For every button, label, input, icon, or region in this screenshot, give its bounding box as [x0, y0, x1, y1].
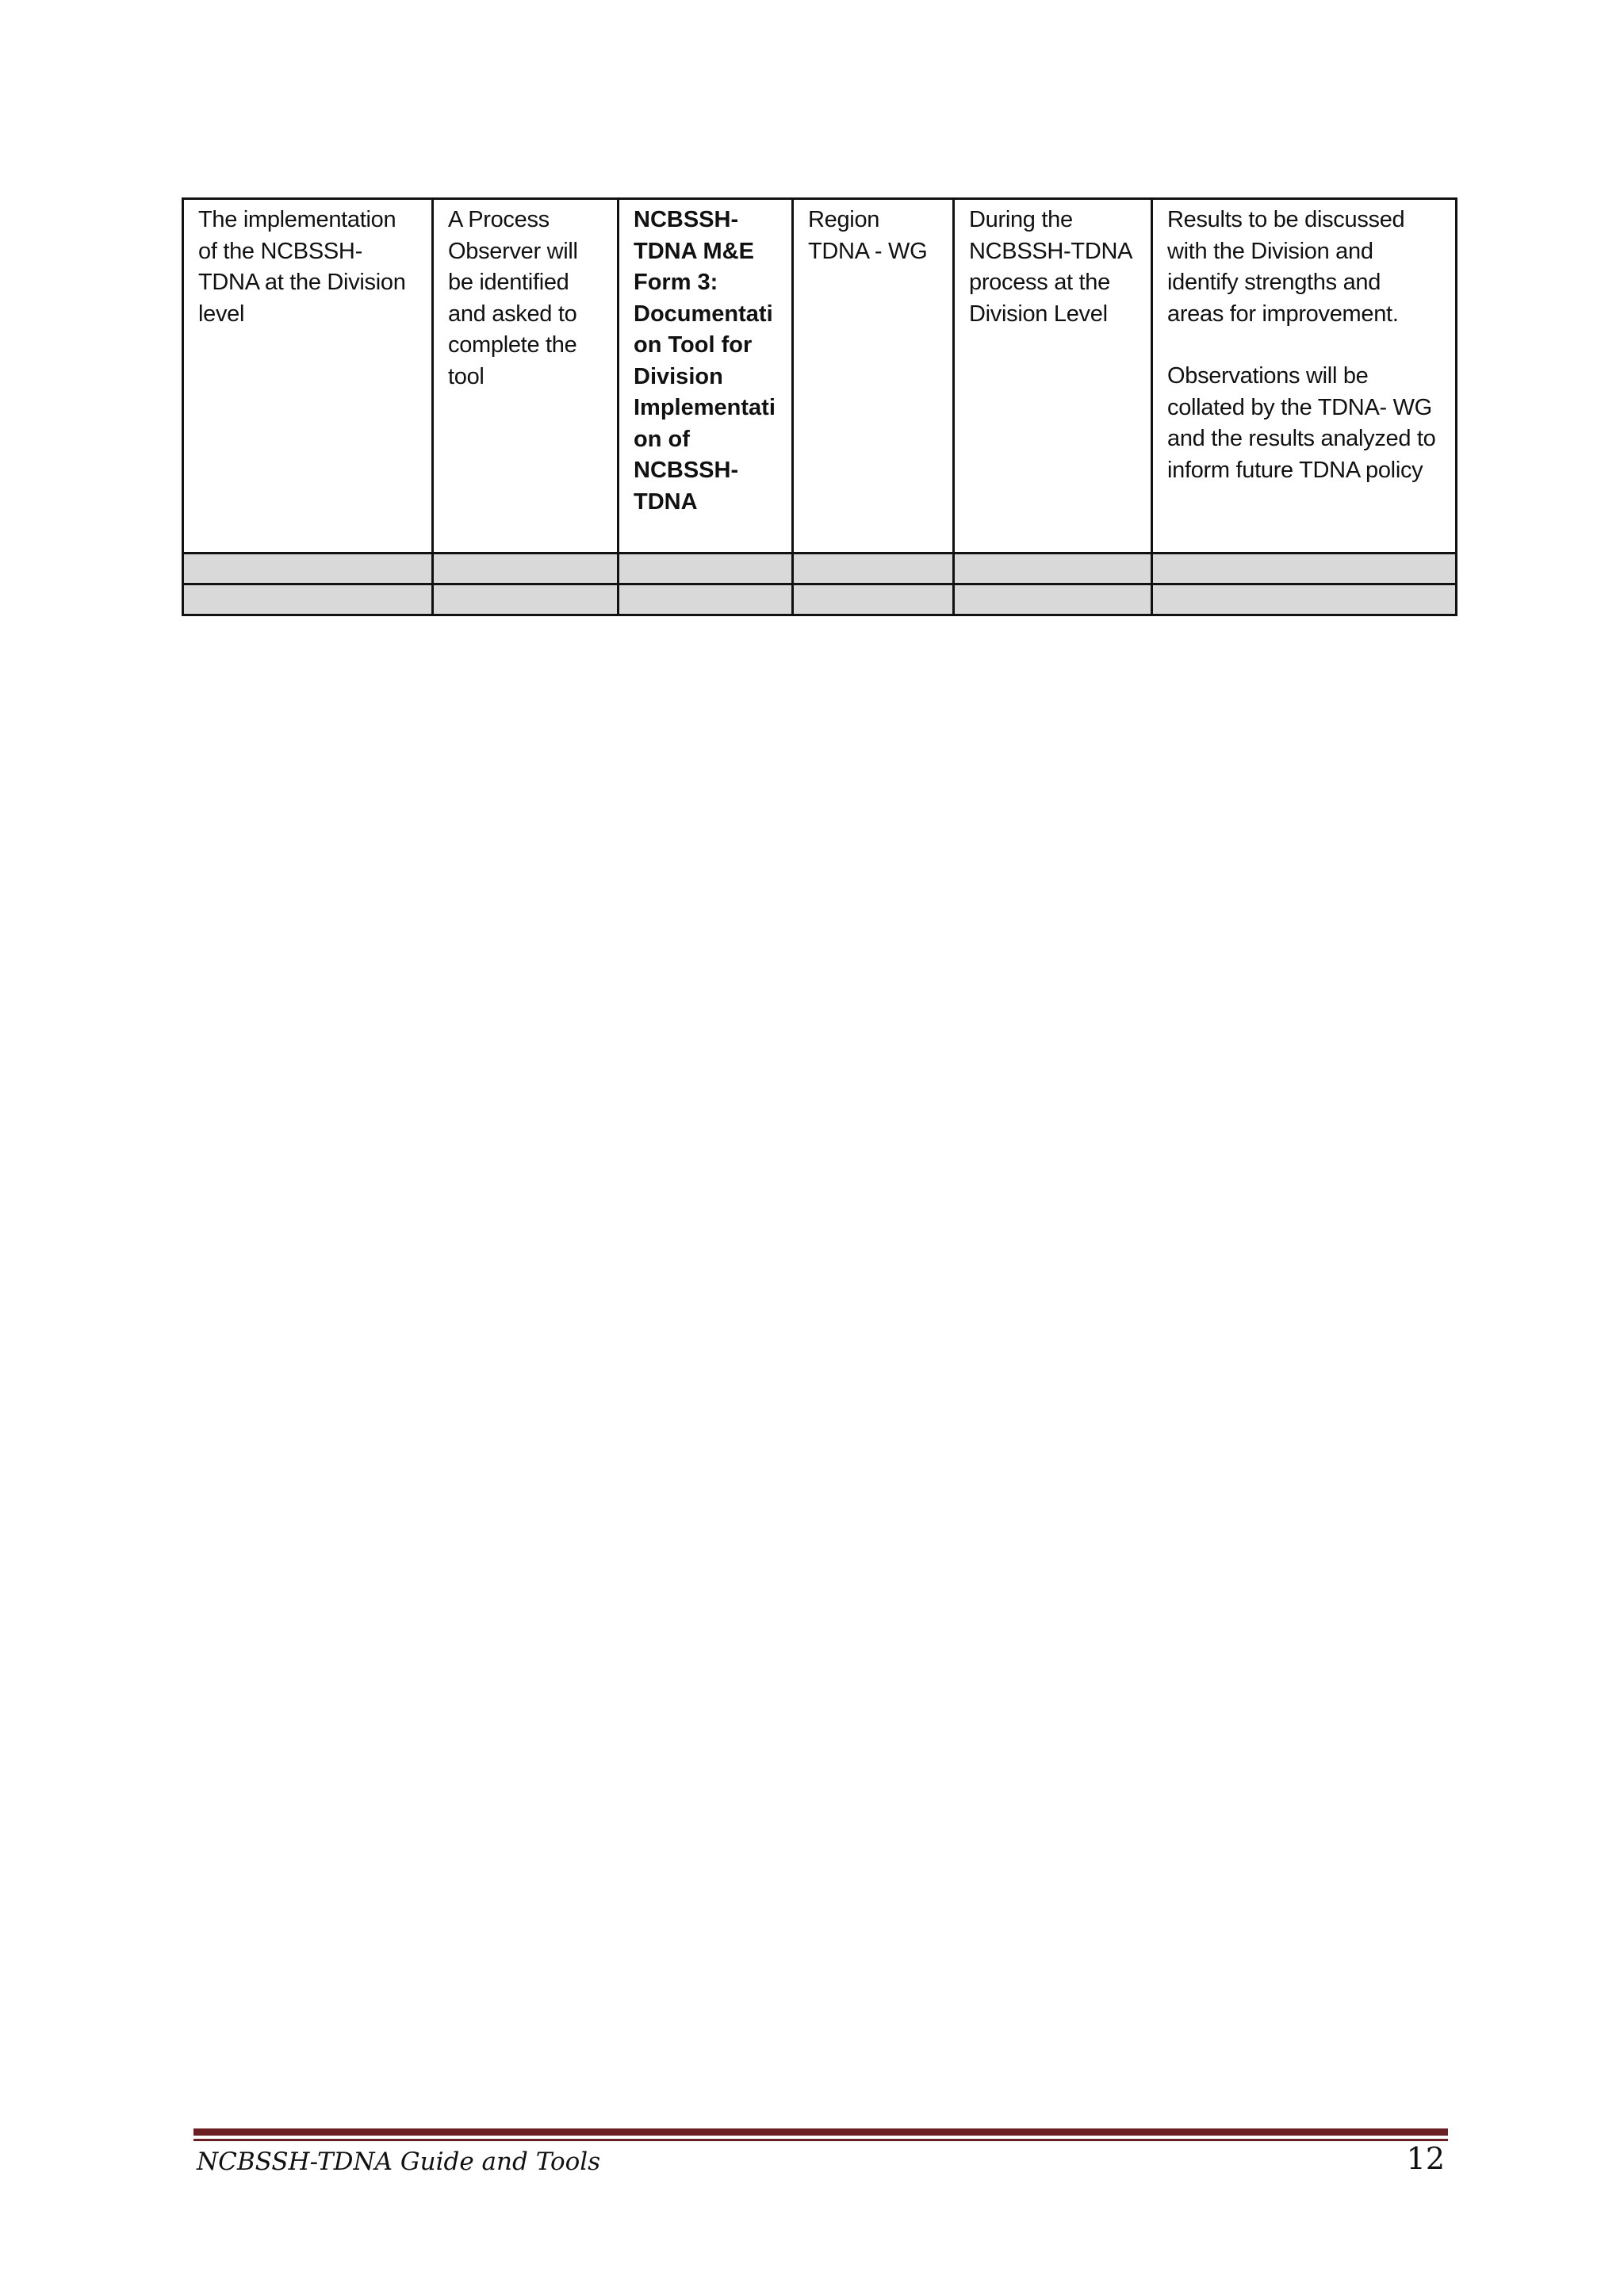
cell-who — [793, 199, 954, 554]
cell-what-to-monitor — [183, 199, 433, 554]
cell-how — [433, 199, 619, 554]
cell-text: A Process Observer will be identified and asked to complete the tool — [448, 207, 578, 389]
cell-use-of-results — [1152, 199, 1457, 554]
blank-cell — [619, 584, 793, 615]
table-row — [183, 199, 1457, 554]
cell-text: The implementation of the NCBSSH-TDNA at the Division level — [198, 207, 406, 327]
monitoring-table — [182, 197, 1457, 616]
cell-text: Region TDNA - WG — [808, 207, 928, 264]
blank-cell — [183, 584, 433, 615]
cell-text: NCBSSH-TDNA M&E Form 3: Documentation Tool for Division Implementation of NCBSSH-TDNA — [634, 207, 776, 515]
blank-cell — [793, 554, 954, 584]
cell-paragraph: Observations will be collated by the TDNA- WG and the results analyzed to inform future TDNA policy — [1167, 363, 1436, 483]
blank-cell — [793, 584, 954, 615]
blank-cell — [1152, 554, 1457, 584]
blank-cell — [954, 584, 1152, 615]
blank-cell — [433, 554, 619, 584]
cell-paragraph: Results to be discussed with the Division and identify strengths and areas for improvement. — [1167, 207, 1405, 327]
cell-tool — [619, 199, 793, 554]
table-row-blank — [183, 584, 1457, 615]
page-number: 12 — [1406, 2141, 1445, 2176]
cell-when — [954, 199, 1152, 554]
table-row-blank — [183, 554, 1457, 584]
blank-cell — [1152, 584, 1457, 615]
blank-cell — [433, 584, 619, 615]
blank-cell — [954, 554, 1152, 584]
footer-rule-thin — [193, 2139, 1448, 2141]
blank-cell — [183, 554, 433, 584]
footer-rule-thick — [193, 2128, 1448, 2136]
footer-title: NCBSSH-TDNA Guide and Tools — [197, 2147, 601, 2176]
cell-text: During the NCBSSH-TDNA process at the Division Level — [969, 207, 1132, 327]
blank-cell — [619, 554, 793, 584]
